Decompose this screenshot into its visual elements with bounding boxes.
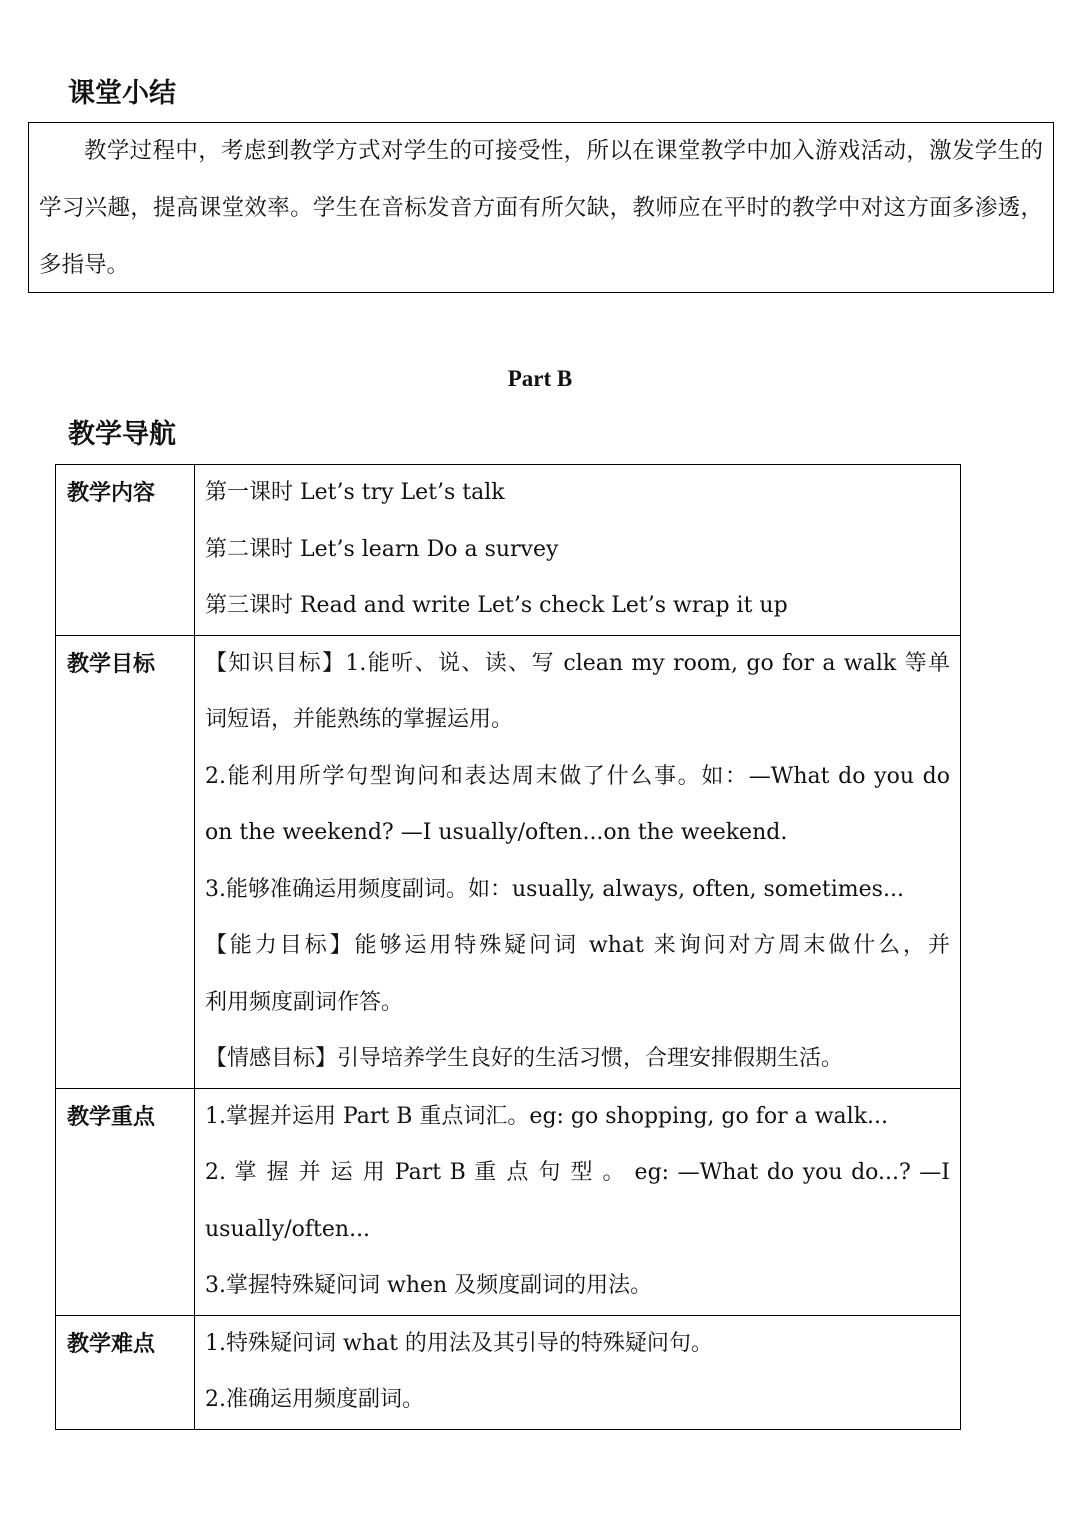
teaching-nav-table [55,464,961,1430]
table-row-difficulties [56,1315,961,1429]
row-label: 教学内容 [56,465,195,636]
content-line: 1.特殊疑问词 what 的用法及其引导的特殊疑问句。 [205,1330,713,1356]
row-label: 教学重点 [56,1088,195,1315]
table-row-key-points [56,1088,961,1315]
content-line: 第一课时 Let’s try Let’s talk [205,480,505,505]
nav-heading: 教学导航 [68,419,176,450]
content-line: 词短语，并能熟练的掌握运用。 [205,707,514,732]
content-line: 利用频度副词作答。 [205,989,404,1015]
summary-box [28,122,1054,293]
content-line: 1.掌握并运用 Part B 重点词汇。eg: go shopping, go for a walk... [205,1103,889,1129]
row-content [195,635,961,1088]
content-line: 2. 掌 握 并 运 用 Part B 重 点 句 型 。 eg: —What do you do...? —I [205,1160,950,1185]
content-line: 【情感目标】引导培养学生良好的生活习惯，合理安排假期生活。 [205,1046,844,1071]
table-row-content [56,465,961,636]
row-content [195,1315,961,1429]
content-line: 【知识目标】1.能听、说、读、写 clean my room, go for a walk 等单 [205,650,950,676]
content-line: 2.能利用所学句型询问和表达周末做了什么事。如：—What do you do [205,763,950,789]
row-label: 教学目标 [56,635,195,1088]
content-line: usually/often... [205,1216,371,1242]
row-content [195,1088,961,1315]
content-line: 【能力目标】能够运用特殊疑问词 what 来询问对方周末做什么，并 [205,933,950,958]
summary-text: 教学过程中，考虑到教学方式对学生的可接受性，所以在课堂教学中加入游戏活动，激发学生的学习兴趣，提高课堂效率。学生在音标发音方面有所欠缺，教师应在平时的教学中对这方面多渗透，多指导。 [39,138,1043,278]
row-label: 教学难点 [56,1315,195,1429]
summary-heading: 课堂小结 [68,78,176,109]
part-title: Part B [507,366,573,391]
content-line: 第二课时 Let’s learn Do a survey [205,536,559,562]
content-line: 第三课时 Read and write Let’s check Let’s wrap it up [205,593,788,618]
content-line: 3.掌握特殊疑问词 when 及频度副词的用法。 [205,1273,653,1298]
content-line: 3.能够准确运用频度副词。如：usually, always, often, sometimes... [205,876,904,902]
content-line: on the weekend? —I usually/often...on the weekend. [205,820,788,845]
content-line: 2.准确运用频度副词。 [205,1387,424,1412]
table-row-objectives [56,635,961,1088]
row-content [195,465,961,636]
